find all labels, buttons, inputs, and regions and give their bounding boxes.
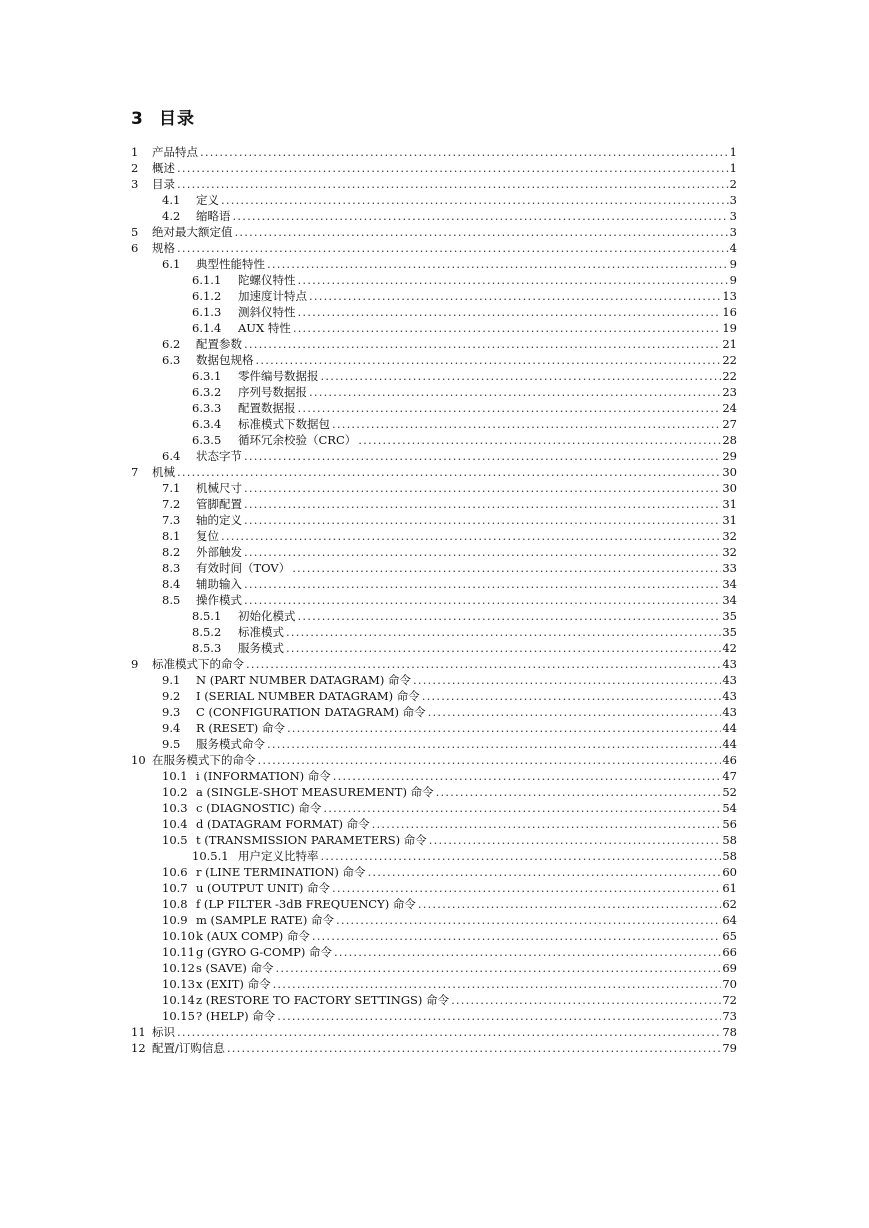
toc-entry-page: 27	[722, 417, 737, 431]
toc-entry-number: 8.5.2	[192, 625, 222, 639]
toc-dot-leader	[221, 192, 729, 208]
toc-entry[interactable]	[131, 544, 737, 560]
toc-entry[interactable]	[131, 464, 737, 480]
toc-dot-leader	[332, 416, 721, 432]
toc-entry-page: 43	[722, 673, 737, 687]
toc-entry[interactable]	[131, 496, 737, 512]
toc-dot-leader	[429, 832, 722, 848]
toc-entry-number: 6.3.2	[192, 385, 222, 399]
toc-dot-leader	[235, 224, 729, 240]
toc-entry-title: s (SAVE) 命令	[196, 961, 274, 975]
toc-dot-leader	[286, 624, 721, 640]
toc-dot-leader	[298, 304, 722, 320]
toc-entry-title: 操作模式	[196, 593, 242, 607]
toc-entry-number: 10	[131, 753, 146, 767]
toc-entry-title: 复位	[196, 529, 219, 543]
toc-entry-page: 78	[722, 1025, 737, 1039]
toc-entry-number: 6.3	[162, 353, 181, 367]
toc-entry-page: 54	[722, 801, 737, 815]
toc-entry-title: 加速度计特点	[238, 289, 307, 303]
toc-dot-leader	[258, 752, 722, 768]
toc-entry[interactable]	[131, 736, 737, 752]
toc-entry-page: 3	[729, 209, 737, 223]
toc-dot-leader	[267, 736, 721, 752]
toc-entry-title: 配置参数	[196, 337, 242, 351]
toc-dot-leader	[336, 912, 721, 928]
toc-entry-page: 70	[722, 977, 737, 991]
toc-entry-title: 数据包规格	[196, 353, 254, 367]
toc-entry-title: c (DIAGNOSTIC) 命令	[196, 801, 322, 815]
toc-dot-leader	[309, 384, 721, 400]
toc-entry-page: 79	[722, 1041, 737, 1055]
toc-entry[interactable]	[131, 448, 737, 464]
toc-dot-leader	[244, 448, 721, 464]
toc-dot-leader	[177, 176, 729, 192]
toc-entry-title: I (SERIAL NUMBER DATAGRAM) 命令	[196, 689, 420, 703]
toc-entry-title: 辅助输入	[196, 577, 242, 591]
toc-entry[interactable]	[131, 608, 737, 624]
toc-dot-leader	[227, 1040, 721, 1056]
toc-dot-leader	[221, 528, 721, 544]
toc-entry[interactable]	[131, 880, 737, 896]
toc-entry-title: 定义	[196, 193, 219, 207]
toc-entry-page: 73	[722, 1009, 737, 1023]
toc-entry-title: 在服务模式下的命令	[152, 753, 256, 767]
toc-entry-number: 10.1	[162, 769, 188, 783]
toc-entry-number: 6.2	[162, 337, 181, 351]
toc-entry-page: 34	[722, 593, 737, 607]
toc-dot-leader	[451, 992, 721, 1008]
toc-dot-leader	[298, 608, 722, 624]
toc-entry[interactable]	[131, 512, 737, 528]
toc-entry-page: 43	[722, 657, 737, 671]
toc-dot-leader	[244, 512, 721, 528]
table-of-contents	[131, 144, 737, 1056]
toc-entry-title: d (DATAGRAM FORMAT) 命令	[196, 817, 370, 831]
toc-entry[interactable]	[131, 592, 737, 608]
toc-entry[interactable]	[131, 656, 737, 672]
toc-entry[interactable]	[131, 480, 737, 496]
toc-entry-title: 机械	[152, 465, 175, 479]
toc-entry-number: 6.1	[162, 257, 181, 271]
toc-entry-number: 7.1	[162, 481, 181, 495]
toc-entry-number: 7	[131, 465, 139, 479]
toc-entry-number: 11	[131, 1025, 146, 1039]
toc-entry[interactable]	[131, 320, 737, 336]
toc-entry[interactable]	[131, 288, 737, 304]
toc-entry-title: 外部触发	[196, 545, 242, 559]
toc-entry-number: 8.3	[162, 561, 181, 575]
toc-dot-leader	[200, 144, 729, 160]
toc-entry-title: i (INFORMATION) 命令	[196, 769, 331, 783]
toc-dot-leader	[233, 208, 729, 224]
toc-entry-page: 23	[722, 385, 737, 399]
toc-dot-leader	[321, 368, 722, 384]
toc-entry-number: 10.11	[162, 945, 195, 959]
toc-entry-page: 30	[722, 481, 737, 495]
page-title	[131, 104, 195, 129]
toc-entry-number: 10.10	[162, 929, 195, 943]
toc-entry-page: 52	[722, 785, 737, 799]
toc-entry-page: 66	[722, 945, 737, 959]
toc-entry[interactable]	[131, 848, 737, 864]
toc-dot-leader	[286, 640, 721, 656]
toc-entry-page: 65	[722, 929, 737, 943]
toc-entry-page: 61	[722, 881, 737, 895]
toc-entry-title: x (EXIT) 命令	[196, 977, 271, 991]
toc-entry-number: 6.3.1	[192, 369, 222, 383]
toc-dot-leader	[321, 848, 722, 864]
toc-dot-leader	[177, 160, 729, 176]
toc-entry[interactable]	[131, 176, 737, 192]
toc-dot-leader	[372, 816, 722, 832]
toc-entry-number: 10.15	[162, 1009, 195, 1023]
toc-entry-title: z (RESTORE TO FACTORY SETTINGS) 命令	[196, 993, 450, 1007]
toc-entry-number: 6.3.5	[192, 433, 222, 447]
toc-entry-number: 6.1.1	[192, 273, 222, 287]
toc-entry-page: 9	[729, 257, 737, 271]
toc-entry-title: 标识	[152, 1025, 175, 1039]
toc-dot-leader	[436, 784, 722, 800]
toc-entry-title: r (LINE TERMINATION) 命令	[196, 865, 366, 879]
toc-entry-number: 10.14	[162, 993, 195, 1007]
toc-entry-page: 35	[722, 625, 737, 639]
toc-entry[interactable]	[131, 704, 737, 720]
toc-dot-leader	[332, 880, 721, 896]
toc-entry-title: 初始化模式	[238, 609, 296, 623]
toc-entry[interactable]	[131, 576, 737, 592]
toc-entry-number: 10.5.1	[192, 849, 229, 863]
toc-entry-number: 6.3.4	[192, 417, 222, 431]
toc-entry-page: 72	[722, 993, 737, 1007]
toc-entry[interactable]	[131, 688, 737, 704]
toc-entry-page: 3	[729, 225, 737, 239]
toc-dot-leader	[177, 464, 721, 480]
toc-entry-title: 标准模式	[238, 625, 284, 639]
toc-entry-number: 7.2	[162, 497, 181, 511]
toc-entry-title: t (TRANSMISSION PARAMETERS) 命令	[196, 833, 427, 847]
toc-entry-title: 标准模式下的命令	[152, 657, 244, 671]
toc-entry[interactable]	[131, 160, 737, 176]
toc-entry-page: 22	[722, 369, 737, 383]
toc-entry-page: 28	[722, 433, 737, 447]
toc-dot-leader	[273, 976, 722, 992]
toc-entry-title: 配置/订购信息	[152, 1041, 225, 1055]
toc-entry[interactable]	[131, 624, 737, 640]
toc-entry[interactable]	[131, 352, 737, 368]
toc-dot-leader	[293, 320, 722, 336]
toc-dot-leader	[246, 656, 721, 672]
toc-entry-page: 43	[722, 689, 737, 703]
toc-entry-number: 10.8	[162, 897, 188, 911]
toc-dot-leader	[312, 928, 722, 944]
toc-entry-title: 绝对最大额定值	[152, 225, 233, 239]
toc-entry-number: 3	[131, 177, 139, 191]
toc-entry[interactable]	[131, 144, 737, 160]
toc-entry[interactable]	[131, 1024, 737, 1040]
toc-entry-page: 62	[722, 897, 737, 911]
toc-entry-page: 4	[729, 241, 737, 255]
toc-entry-title: 用户定义比特率	[238, 849, 319, 863]
toc-dot-leader	[244, 480, 721, 496]
toc-entry[interactable]	[131, 224, 737, 240]
toc-entry[interactable]	[131, 960, 737, 976]
toc-entry-number: 2	[131, 161, 139, 175]
toc-entry-page: 21	[722, 337, 737, 351]
toc-entry-page: 30	[722, 465, 737, 479]
toc-dot-leader	[428, 704, 722, 720]
toc-entry-page: 29	[722, 449, 737, 463]
toc-entry[interactable]	[131, 272, 737, 288]
toc-entry-number: 9	[131, 657, 139, 671]
toc-entry-number: 6.1.4	[192, 321, 222, 335]
toc-dot-leader	[418, 896, 722, 912]
toc-entry-title: 序列号数据报	[238, 385, 307, 399]
toc-entry-title: AUX 特性	[238, 321, 291, 335]
toc-entry-page: 19	[722, 321, 737, 335]
toc-entry-page: 60	[722, 865, 737, 879]
toc-entry[interactable]	[131, 560, 737, 576]
toc-dot-leader	[368, 864, 722, 880]
toc-dot-leader	[413, 672, 721, 688]
toc-entry-number: 4.2	[162, 209, 181, 223]
toc-entry[interactable]	[131, 912, 737, 928]
toc-entry[interactable]	[131, 720, 737, 736]
toc-entry-title: 测斜仪特性	[238, 305, 296, 319]
toc-dot-leader	[244, 496, 721, 512]
toc-entry-number: 8.5.1	[192, 609, 222, 623]
toc-entry-number: 9.2	[162, 689, 181, 703]
toc-entry-number: 9.4	[162, 721, 181, 735]
toc-entry-number: 10.12	[162, 961, 195, 975]
toc-entry[interactable]	[131, 800, 737, 816]
toc-entry-number: 9.1	[162, 673, 181, 687]
toc-dot-leader	[334, 944, 721, 960]
toc-dot-leader	[277, 1008, 721, 1024]
toc-entry-page: 47	[722, 769, 737, 783]
toc-dot-leader	[244, 576, 721, 592]
toc-entry-title: 典型性能特性	[196, 257, 265, 271]
toc-entry[interactable]	[131, 192, 737, 208]
toc-entry-number: 4.1	[162, 193, 181, 207]
toc-entry[interactable]	[131, 864, 737, 880]
toc-dot-leader	[244, 592, 721, 608]
toc-entry-number: 10.9	[162, 913, 188, 927]
toc-entry-number: 10.3	[162, 801, 188, 815]
page-title-text: 目录	[159, 109, 195, 129]
toc-entry-page: 34	[722, 577, 737, 591]
toc-dot-leader	[267, 256, 729, 272]
toc-entry-title: f (LP FILTER -3dB FREQUENCY) 命令	[196, 897, 416, 911]
toc-entry-title: C (CONFIGURATION DATAGRAM) 命令	[196, 705, 426, 719]
toc-entry-title: 配置数据报	[238, 401, 296, 415]
toc-entry-page: 64	[722, 913, 737, 927]
toc-dot-leader	[244, 336, 721, 352]
toc-entry-title: a (SINGLE-SHOT MEASUREMENT) 命令	[196, 785, 434, 799]
toc-entry-number: 9.3	[162, 705, 181, 719]
toc-entry-title: 概述	[152, 161, 175, 175]
toc-entry-title: 服务模式	[238, 641, 284, 655]
toc-entry-page: 2	[729, 177, 737, 191]
toc-entry-page: 56	[722, 817, 737, 831]
toc-entry-number: 6.4	[162, 449, 181, 463]
toc-entry-title: 状态字节	[196, 449, 242, 463]
toc-entry[interactable]	[131, 256, 737, 272]
toc-entry-number: 8.5.3	[192, 641, 222, 655]
toc-entry-page: 22	[722, 353, 737, 367]
toc-entry-title: N (PART NUMBER DATAGRAM) 命令	[196, 673, 411, 687]
toc-entry-title: g (GYRO G-COMP) 命令	[196, 945, 332, 959]
toc-entry-number: 5	[131, 225, 139, 239]
toc-dot-leader	[292, 560, 721, 576]
toc-entry[interactable]	[131, 784, 737, 800]
toc-entry[interactable]	[131, 208, 737, 224]
toc-entry[interactable]	[131, 304, 737, 320]
toc-entry-page: 43	[722, 705, 737, 719]
toc-entry[interactable]	[131, 832, 737, 848]
toc-entry-page: 32	[722, 529, 737, 543]
toc-entry[interactable]	[131, 752, 737, 768]
toc-entry-title: 规格	[152, 241, 175, 255]
toc-entry-title: 零件编号数据报	[238, 369, 319, 383]
toc-entry-page: 69	[722, 961, 737, 975]
toc-entry-page: 31	[722, 513, 737, 527]
toc-entry[interactable]	[131, 1008, 737, 1024]
toc-entry-page: 13	[722, 289, 737, 303]
toc-entry-title: 机械尺寸	[196, 481, 242, 495]
toc-entry-page: 58	[722, 833, 737, 847]
toc-entry-page: 31	[722, 497, 737, 511]
toc-entry-number: 10.2	[162, 785, 188, 799]
toc-entry-page: 35	[722, 609, 737, 623]
toc-entry-page: 16	[722, 305, 737, 319]
toc-entry-title: 产品特点	[152, 145, 198, 159]
toc-dot-leader	[422, 688, 722, 704]
toc-dot-leader	[309, 288, 721, 304]
toc-dot-leader	[287, 720, 721, 736]
toc-entry[interactable]	[131, 928, 737, 944]
toc-entry-number: 10.6	[162, 865, 188, 879]
toc-entry-page: 1	[729, 145, 737, 159]
toc-dot-leader	[298, 272, 729, 288]
page-title-number: 3	[131, 109, 144, 129]
toc-dot-leader	[298, 400, 722, 416]
toc-dot-leader	[177, 240, 729, 256]
toc-entry[interactable]	[131, 400, 737, 416]
toc-entry-number: 6	[131, 241, 139, 255]
toc-entry-title: 标准模式下数据包	[238, 417, 330, 431]
toc-dot-leader	[256, 352, 722, 368]
toc-entry-page: 44	[722, 737, 737, 751]
toc-entry-title: R (RESET) 命令	[196, 721, 285, 735]
toc-entry-title: 缩略语	[196, 209, 231, 223]
toc-entry-number: 12	[131, 1041, 146, 1055]
toc-entry-page: 9	[729, 273, 737, 287]
toc-entry[interactable]	[131, 768, 737, 784]
toc-entry-title: 陀螺仪特性	[238, 273, 296, 287]
toc-entry-title: 循环冗余校验（CRC）	[238, 433, 357, 447]
toc-entry-number: 8.1	[162, 529, 181, 543]
toc-entry[interactable]	[131, 816, 737, 832]
toc-entry-number: 10.4	[162, 817, 188, 831]
toc-entry[interactable]	[131, 992, 737, 1008]
toc-entry-number: 10.7	[162, 881, 188, 895]
toc-entry-title: u (OUTPUT UNIT) 命令	[196, 881, 331, 895]
toc-entry-number: 7.3	[162, 513, 181, 527]
toc-dot-leader	[358, 432, 721, 448]
toc-entry-page: 42	[722, 641, 737, 655]
toc-entry[interactable]	[131, 528, 737, 544]
toc-entry-number: 6.1.3	[192, 305, 222, 319]
toc-entry[interactable]	[131, 384, 737, 400]
toc-entry-page: 24	[722, 401, 737, 415]
toc-entry[interactable]	[131, 432, 737, 448]
toc-entry-title: ? (HELP) 命令	[196, 1009, 276, 1023]
toc-entry-title: 有效时间（TOV）	[196, 561, 291, 575]
toc-entry[interactable]	[131, 1040, 737, 1056]
toc-entry-number: 1	[131, 145, 139, 159]
toc-entry-page: 32	[722, 545, 737, 559]
toc-entry[interactable]	[131, 896, 737, 912]
toc-entry-page: 33	[722, 561, 737, 575]
toc-entry-page: 58	[722, 849, 737, 863]
toc-entry-number: 10.5	[162, 833, 188, 847]
toc-entry[interactable]	[131, 944, 737, 960]
toc-entry-number: 9.5	[162, 737, 181, 751]
toc-entry-number: 8.4	[162, 577, 181, 591]
toc-dot-leader	[276, 960, 722, 976]
toc-entry-number: 10.13	[162, 977, 195, 991]
toc-entry-title: 管脚配置	[196, 497, 242, 511]
toc-entry-number: 6.1.2	[192, 289, 222, 303]
toc-entry[interactable]	[131, 672, 737, 688]
toc-entry[interactable]	[131, 336, 737, 352]
toc-dot-leader	[333, 768, 722, 784]
toc-entry-number: 8.2	[162, 545, 181, 559]
toc-entry[interactable]	[131, 368, 737, 384]
toc-entry-page: 44	[722, 721, 737, 735]
toc-dot-leader	[244, 544, 721, 560]
toc-entry[interactable]	[131, 416, 737, 432]
toc-entry-title: 服务模式命令	[196, 737, 265, 751]
toc-entry-title: 目录	[152, 177, 175, 191]
toc-entry-page: 46	[722, 753, 737, 767]
toc-entry-title: k (AUX COMP) 命令	[196, 929, 310, 943]
toc-entry-number: 6.3.3	[192, 401, 222, 415]
toc-dot-leader	[323, 800, 721, 816]
toc-entry[interactable]	[131, 640, 737, 656]
toc-entry-page: 1	[729, 161, 737, 175]
toc-entry-page: 3	[729, 193, 737, 207]
toc-entry[interactable]	[131, 976, 737, 992]
toc-dot-leader	[177, 1024, 721, 1040]
toc-entry-number: 8.5	[162, 593, 181, 607]
toc-entry-title: m (SAMPLE RATE) 命令	[196, 913, 334, 927]
toc-entry[interactable]	[131, 240, 737, 256]
toc-entry-title: 轴的定义	[196, 513, 242, 527]
